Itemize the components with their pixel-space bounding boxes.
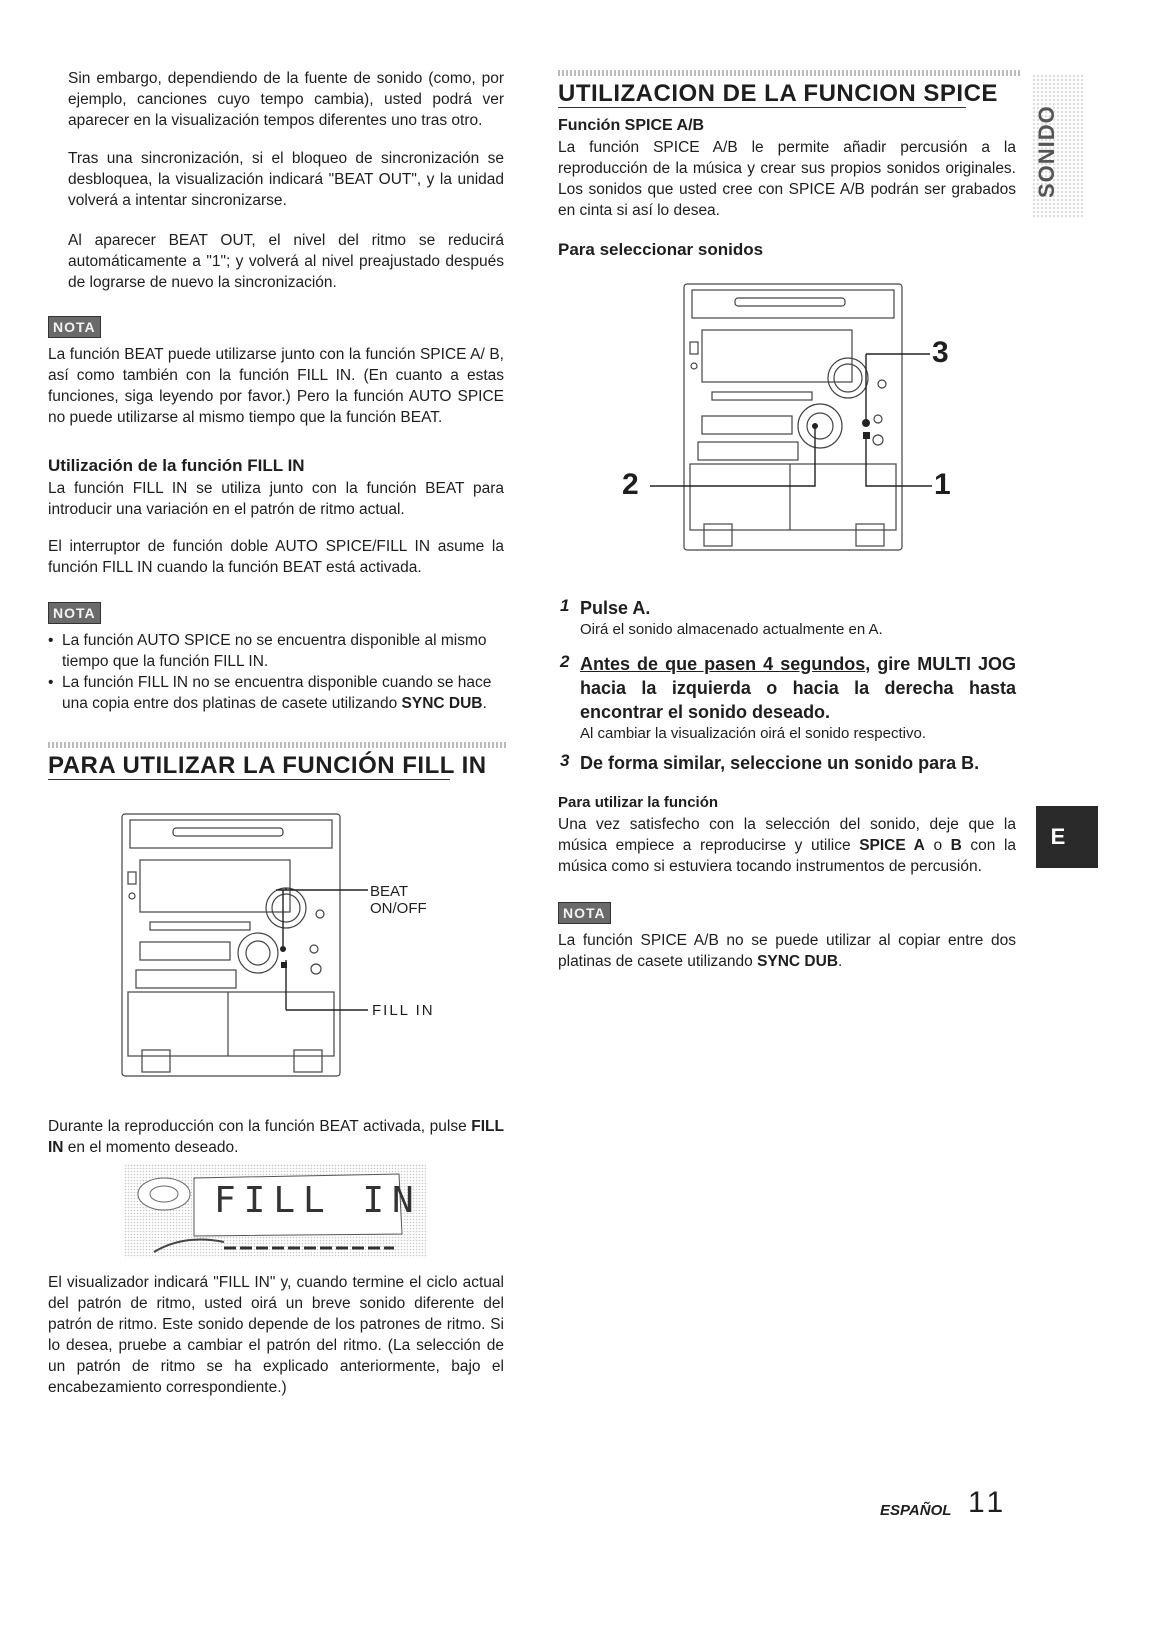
during-paragraph: Durante la reproducción con la función BEAT activada, pulse FILL IN en el momento deseado. [48,1118,504,1156]
display-text: FILL IN [214,1180,422,1221]
footer-language: ESPAÑOL [880,1502,952,1519]
step-number: 2 [560,652,570,671]
fill-in-paragraph-1: La función FILL IN se utiliza junto con la función BEAT para introducir una variación en el patrón de ritmo actual. [48,480,504,518]
select-sounds-heading: Para seleccionar sonidos [558,240,764,259]
step-number: 1 [560,596,570,615]
step-2 [560,652,1016,742]
callout-3: 3 [932,336,949,369]
stereo-spice-illustration [620,280,960,555]
nota-badge: NOTA [48,316,101,338]
spice-a-button [862,419,870,427]
callout-2: 2 [622,468,639,501]
stereo-fill-in-illustration [118,810,448,1085]
fill-in-label: FILL IN [372,1002,435,1019]
fill-in-heading: Utilización de la función FILL IN [48,456,305,475]
spice-section-title: UTILIZACION DE LA FUNCION SPICE [558,80,998,107]
callout-1: 1 [934,468,951,501]
sonido-side-tab [1032,74,1084,218]
sync-dub-label: SYNC DUB [401,695,483,712]
section-divider [558,70,1020,76]
nota-bullet: • La función AUTO SPICE no se encuentra disponible al mismo tiempo que la función FILL IN. [48,630,504,672]
title-underline [48,779,450,780]
step-1 [560,596,1016,642]
spice-b-button [863,432,870,439]
step-title: Antes de que pasen 4 segundos, gire MULTI JOG hacia la izquierda o hacia la derecha hasta encontrar el sonido deseado. [580,654,1016,722]
section-divider [48,742,506,748]
nota-text: La función BEAT puede utilizarse junto con la función SPICE A/ B, así como también con la función FILL IN. (En cuanto a estas funciones, siga leyendo por favor.) Pero la función AUTO SPICE no puede utilizarse al mismo tiempo que la función BEAT. [48,346,504,426]
fill-in-section-title: PARA UTILIZAR LA FUNCIÓN FILL IN [48,752,487,779]
final-paragraph: El visualizador indicará "FILL IN" y, cuando termine el ciclo actual del patrón de ritmo, usted oirá un breve sonido diferente del patrón de ritmo. Este sonido depende de los patrones de ritmo. Si lo desea, pruebe a cambiar el patrón del ritmo. (La selección de un patrón de ritmo se ha explicado anteriormente, bajo el encabezamiento correspondiente.) [48,1274,504,1396]
fill-in-paragraph-2: El interruptor de función doble AUTO SPICE/FILL IN asume la función FILL IN cuando la función BEAT está activada. [48,538,504,576]
spice-ab-paragraph: La función SPICE A/B le permite añadir percusión a la reproducción de la música y crear sus propios sonidos originales. Los sonidos que usted cree con SPICE A/B podrán ser grabados en cinta si así lo desea. [558,139,1016,219]
use-function-heading: Para utilizar la función [558,794,719,811]
fill-in-button [281,962,287,968]
nota-text: La función SPICE A/B no se puede utilizar al copiar entre dos platinas de casete utilizando SYNC DUB. [558,932,1016,970]
step-number: 3 [560,751,570,770]
language-tab-e: E [1036,806,1098,868]
nota-badge: NOTA [48,602,101,624]
step-description: Oirá el sonido almacenado actualmente en A. [580,621,883,638]
step-3 [560,751,1016,777]
multi-jog-center [812,423,818,429]
beat-on-off-label: BEAT ON/OFF [370,883,427,917]
nota-bullet-list [48,630,504,714]
beat-out-paragraph: Al aparecer BEAT OUT, el nivel del ritmo se reducirá automáticamente a "1"; y volverá al nivel preajustado después de lograrse de nuevo la sincronización. [68,232,504,291]
fill-in-key-label: FILL IN [48,1118,504,1156]
page-number: 11 [968,1486,1008,1519]
step-title: De forma similar, seleccione un sonido para B. [580,753,980,773]
sync-dub-label: SYNC DUB [757,953,839,970]
nota-bullet: • La función FILL IN no se encuentra disponible cuando se hace una copia entre dos platinas de casete utilizando SYNC DUB. [48,672,504,714]
title-underline [558,107,966,108]
nota-badge: NOTA [558,902,611,924]
spice-ab-heading: Función SPICE A/B [558,117,705,134]
sonido-side-tab-label: SONIDO [1034,105,1059,198]
use-function-paragraph: Una vez satisfecho con la selección del sonido, deje que la música empiece a reproducirse y utilice SPICE A o B con la música como si estuviera tocando instrumentos de percusión. [558,816,1017,875]
beat-on-off-button [280,946,286,952]
step-title: Pulse A. [580,598,651,618]
sync-paragraph: Tras una sincronización, si el bloqueo de sincronización se desbloquea, la visualización indicará "BEAT OUT", y la unidad volverá a intentar sincronizarse. [68,150,504,209]
intro-paragraph: Sin embargo, dependiendo de la fuente de sonido (como, por ejemplo, canciones cuyo tempo cambia), usted podrá ver aparecer en la visualización tempos diferentes uno tras otro. [68,70,504,129]
step-description: Al cambiar la visualización oirá el sonido respectivo. [580,725,926,742]
